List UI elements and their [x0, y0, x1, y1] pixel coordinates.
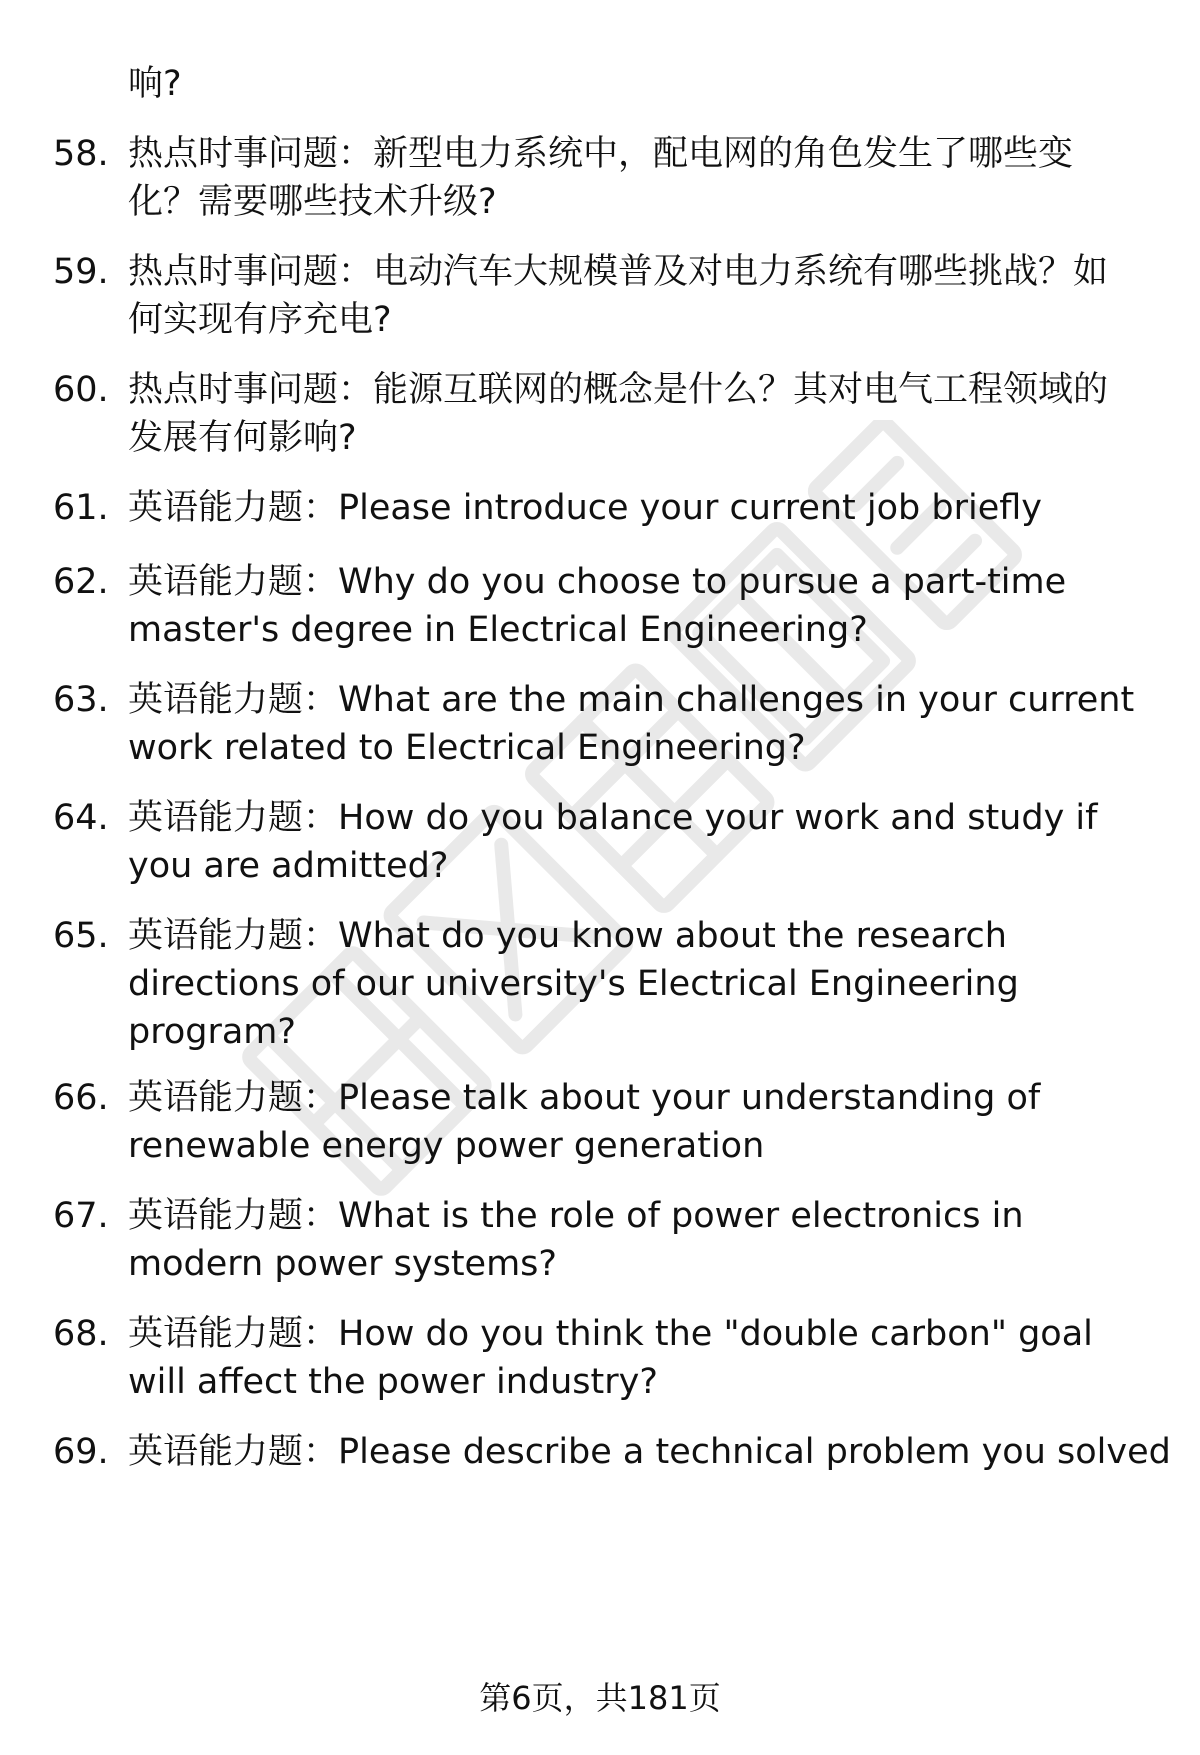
question-text-line: 英语能力题：What is the role of power electronics in	[128, 1196, 1024, 1236]
question-text-line: 热点时事问题：新型电力系统中，配电网的角色发生了哪些变	[128, 134, 1074, 174]
question-text-line: program?	[128, 1012, 296, 1052]
question-text-line: 英语能力题：Please talk about your understanding of	[128, 1078, 1041, 1118]
question-text-line: modern power systems?	[128, 1244, 557, 1284]
question-text-line: work related to Electrical Engineering?	[128, 728, 806, 768]
question-text-line: 热点时事问题：能源互联网的概念是什么？其对电气工程领域的	[128, 370, 1109, 410]
question-text	[128, 484, 1158, 532]
question-text-line: 英语能力题：Please introduce your current job briefly	[128, 488, 1042, 528]
question-text	[128, 248, 1158, 344]
question-text	[128, 1192, 1158, 1288]
continuation-text: 响?	[128, 64, 182, 104]
question-text-line: will affect the power industry?	[128, 1362, 658, 1402]
question-text-line: 英语能力题：How do you balance your work and study if	[128, 798, 1098, 838]
question-text	[128, 794, 1158, 890]
question-number: 69.	[53, 1432, 109, 1472]
question-number: 68.	[53, 1314, 109, 1354]
question-text	[128, 676, 1158, 772]
question-text-line: 英语能力题：How do you think the "double carbon" goal	[128, 1314, 1093, 1354]
question-text-line: 发展有何影响?	[128, 418, 357, 458]
question-text	[128, 1310, 1158, 1406]
question-text	[128, 366, 1158, 462]
page-footer: 第6页，共181页	[479, 1679, 721, 1717]
question-number: 67.	[53, 1196, 109, 1236]
question-number: 63.	[53, 680, 109, 720]
question-text-line: 热点时事问题：电动汽车大规模普及对电力系统有哪些挑战？如	[128, 252, 1109, 292]
question-text	[128, 912, 1158, 1056]
question-text-line: 英语能力题：What do you know about the research	[128, 916, 1007, 956]
question-number: 64.	[53, 798, 109, 838]
question-text	[128, 1074, 1158, 1170]
question-number: 65.	[53, 916, 109, 956]
question-text-line: directions of our university's Electrical Engineering	[128, 964, 1019, 1004]
question-text-line: 何实现有序充电?	[128, 300, 392, 340]
question-number: 62.	[53, 562, 109, 602]
question-number: 66.	[53, 1078, 109, 1118]
question-text-line: renewable energy power generation	[128, 1126, 765, 1166]
question-text-line: 化？需要哪些技术升级?	[128, 182, 497, 222]
question-text-line: you are admitted?	[128, 846, 449, 886]
question-text-line: 英语能力题：What are the main challenges in your current	[128, 680, 1135, 720]
question-number: 61.	[53, 488, 109, 528]
question-text	[128, 130, 1158, 226]
question-text-line: master's degree in Electrical Engineering?	[128, 610, 868, 650]
question-text	[128, 558, 1158, 654]
question-text-line: 英语能力题：Please describe a technical problem you solved	[128, 1432, 1171, 1472]
question-text	[128, 1428, 1171, 1476]
question-number: 59.	[53, 252, 109, 292]
question-number: 58.	[53, 134, 109, 174]
question-number: 60.	[53, 370, 109, 410]
question-text-line: 英语能力题：Why do you choose to pursue a part-time	[128, 562, 1067, 602]
